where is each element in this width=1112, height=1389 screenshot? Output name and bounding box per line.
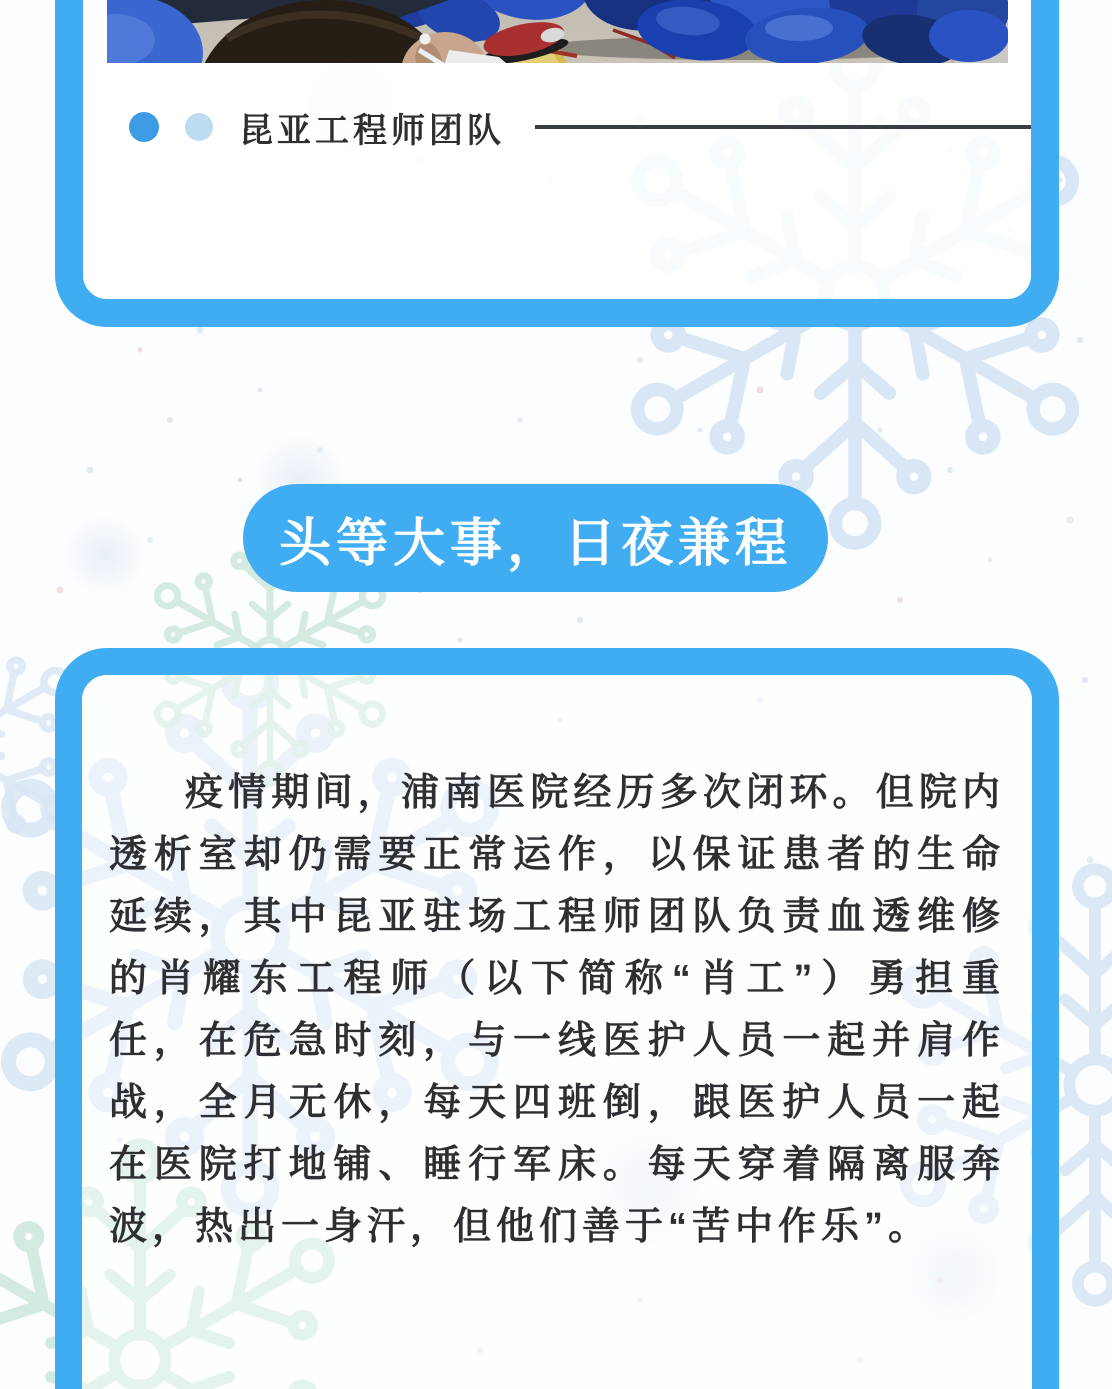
section-banner-label: 头等大事，日夜兼程 [278, 514, 792, 573]
photo-caption-label: 昆亚工程师团队 [239, 111, 505, 150]
caption-dot-primary-icon [129, 112, 159, 142]
photo-caption [107, 103, 1031, 151]
caption-dot-secondary-icon [185, 113, 213, 141]
team-photo [107, 0, 1008, 63]
article-paragraph: 疫情期间，浦南医院经历多次闭环。但院内透析室却仍需要正常运作，以保证患者的生命延续，其中昆亚驻场工程师团队负责血透维修的肖耀东工程师（以下简称“肖工”）勇担重任，在危急时刻，与一线医护人员一起并肩作战，全月无休，每天四班倒，跟医护人员一起在医院打地铺、睡行军床。每天穿着隔离服奔波，热出一身汗，但他们善于“苦中作乐”。 [109, 772, 1005, 1248]
caption-rule [535, 125, 1031, 129]
photo-card [55, 0, 1059, 327]
section-banner [243, 484, 828, 592]
article-card [55, 648, 1059, 1389]
